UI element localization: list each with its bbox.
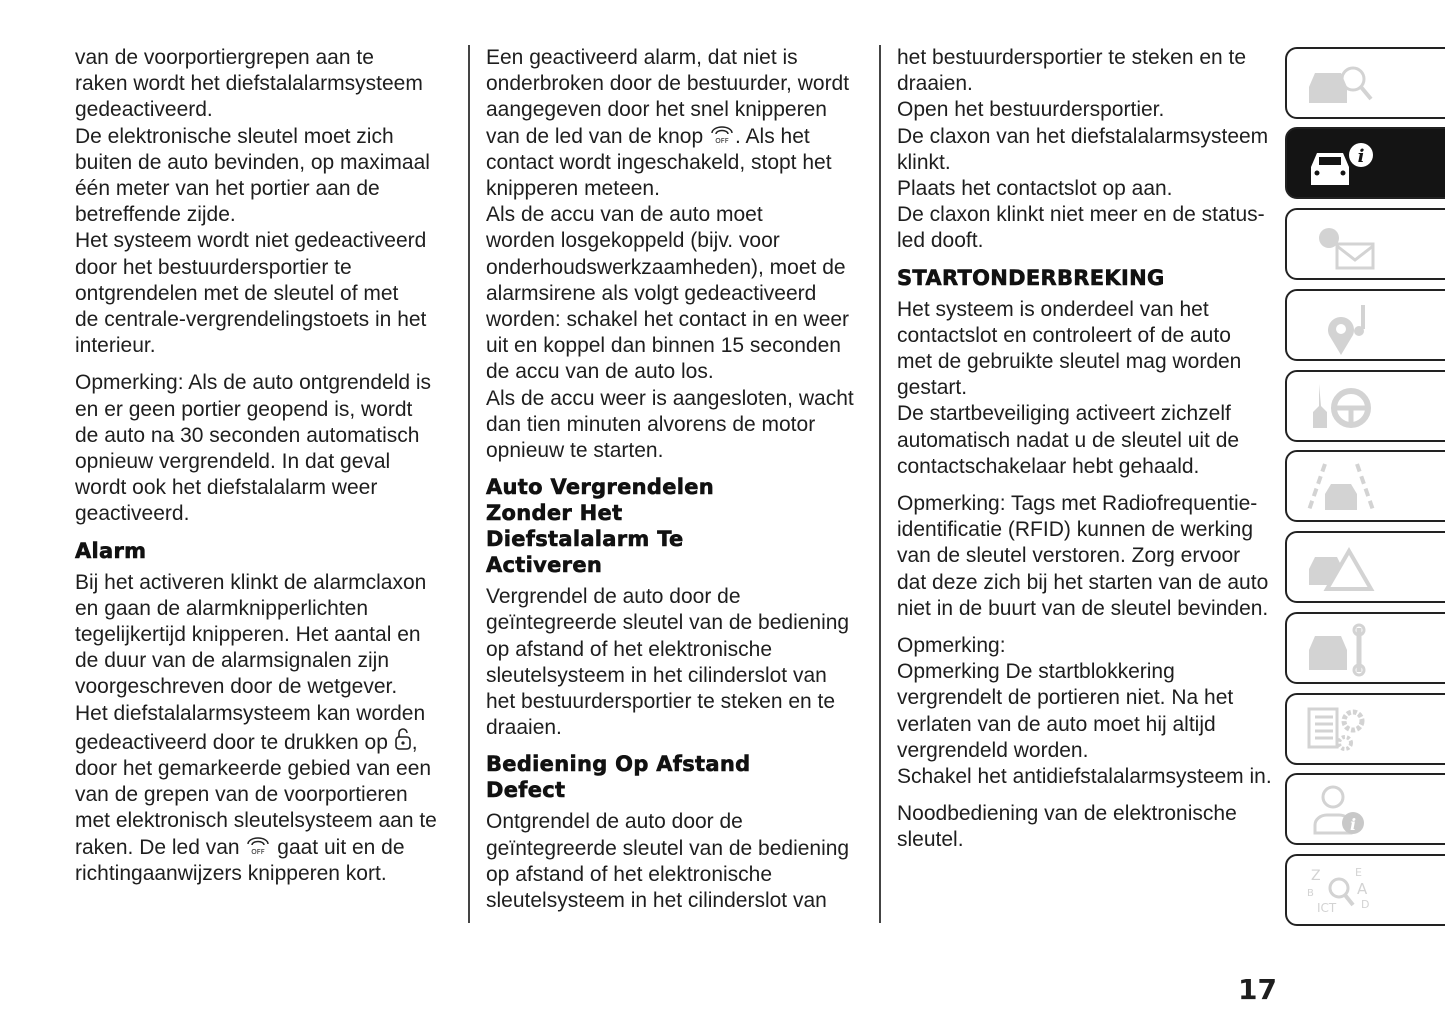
- note-label: Opmerking:: [897, 634, 1006, 658]
- svg-text:B: B: [1307, 888, 1314, 899]
- tab-multimedia[interactable]: [1285, 289, 1445, 361]
- heading-alarm: Alarm: [75, 538, 147, 563]
- svg-text:i: i: [1357, 146, 1365, 167]
- emergency-icon: [1301, 541, 1381, 597]
- column-1: [75, 45, 455, 887]
- note-text: Als de auto ontgrendeld is en er geen portier geopend is, wordt de auto na 30 seconden automatisch opnieuw vergrendeld. In dat geval wordt ook het diefstalalarm weer geactiveerd.: [75, 371, 432, 526]
- column-divider: [468, 45, 470, 923]
- svg-text:OFF: OFF: [715, 136, 729, 145]
- warning-lights-icon: [1301, 218, 1381, 274]
- driving-icon: [1301, 460, 1381, 516]
- tab-car-search[interactable]: [1285, 47, 1445, 119]
- note-text: Tags met Radiofrequentie- identificatie (RFID) kunnen de werking van de sleutel verstoren. Zorg ervoor dat deze zich bij het starten van de auto niet in de buurt van de sleutel bevinden.: [897, 492, 1269, 620]
- svg-text:i: i: [1349, 815, 1357, 834]
- svg-text:OFF: OFF: [251, 847, 266, 856]
- note: [897, 633, 1282, 790]
- paragraph: het bestuurdersportier te steken en te draaien. Open het bestuurdersportier. De claxon van het diefstalalarmsysteem klinkt. Plaats het contactslot op aan. De claxon klinkt niet meer en de status- led dooft.: [897, 46, 1269, 253]
- tab-driving[interactable]: [1285, 450, 1445, 522]
- alarm-text: , door het gemarkeerde gebied van een van de grepen van de voorportieren met elektronisch sleutelsysteem aan te raken. De led van: [75, 730, 437, 859]
- paragraph-alarm: [75, 570, 455, 887]
- tab-user-info[interactable]: [1285, 773, 1445, 845]
- note-label: Opmerking:: [897, 492, 1006, 516]
- alarm-text: Bij het activeren klinkt de alarmclaxon en gaan de alarmknipperlichten tegelijkertijd knipperen. Het aantal en de duur van de alarmsignalen zijn voorgeschreven door de wetgever. Het diefstalalarmsysteem kan worden gedeactiveerd door te drukken op: [75, 570, 427, 754]
- maintenance-icon: [1301, 622, 1381, 678]
- heading-lock-without-alarm: Auto Vergrendelen Zonder Het Diefstalalarm Te Activeren: [486, 475, 715, 578]
- tab-car-info[interactable]: [1285, 127, 1445, 199]
- car-info-icon: [1301, 137, 1381, 193]
- alarm-led-icon: [709, 125, 735, 145]
- column-divider: [879, 45, 881, 923]
- note-label: Opmerking:: [75, 371, 184, 395]
- index-icon: [1301, 864, 1381, 920]
- car-search-icon: [1301, 57, 1381, 113]
- paragraph: [486, 45, 871, 464]
- paragraph: van de voorportiergrepen aan te raken wordt het diefstalalarmsysteem gedeactiveerd. De elektronische sleutel moet zich buiten de auto bevinden, op maximaal één meter van het portier aan de betreffende zijde. Het systeem wordt niet gedeactiveerd door het bestuurdersportier te ontgrendelen met de sleutel of met de centrale-vergrendelingstoets in het interieur.: [75, 46, 430, 358]
- tab-seat-steering[interactable]: [1285, 370, 1445, 442]
- tab-warning-lights[interactable]: [1285, 208, 1445, 280]
- tab-emergency[interactable]: [1285, 531, 1445, 603]
- heading-remote-defect: Bediening Op Afstand Defect: [486, 752, 751, 803]
- note-text: Opmerking De startblokkering vergrendelt de portieren niet. Na het verlaten van de auto moet hij altijd vergrendeld worden. Schakel het antidiefstalalarmsysteem in.: [897, 660, 1272, 789]
- seat-steering-icon: [1301, 380, 1381, 436]
- svg-text:D: D: [1361, 898, 1370, 911]
- column-2: [486, 45, 871, 914]
- paragraph: Vergrendel de auto door de geïntegreerde sleutel van de bediening op afstand of het elektronische sleutelsysteem in het cilinderslot van het bestuurdersportier te steken en te draaien.: [486, 585, 850, 740]
- alarm-led-icon: [245, 836, 271, 856]
- note: [75, 370, 455, 527]
- page-number: 17: [1238, 973, 1277, 1006]
- tab-maintenance[interactable]: [1285, 612, 1445, 684]
- note: [897, 491, 1282, 622]
- paragraph: Noodbediening van de elektronische sleutel.: [897, 802, 1237, 852]
- svg-text:E: E: [1355, 866, 1362, 879]
- column-3: [897, 45, 1282, 854]
- alarm-text: gaat uit en de richtingaanwijzers knipperen kort.: [75, 835, 405, 885]
- user-info-icon: [1301, 783, 1381, 839]
- tab-index[interactable]: [1285, 854, 1445, 926]
- text: . Als het contact wordt ingeschakeld, stopt het knipperen meteen. Als de accu van de auto moet worden losgekoppeld (bijv. voor onderhoudswerkzaamheden), moet de alarmsirene als volgt gedeactiveerd worden: schakel het contact in en weer uit en koppel dan binnen 15 seconden de accu van de auto los. Als de accu weer is aangesloten, wacht dan tien minuten alvorens de motor opnieuw te starten.: [486, 124, 854, 463]
- lock-open-icon: [394, 727, 412, 751]
- multimedia-icon: [1301, 299, 1381, 355]
- paragraph: Het systeem is onderdeel van het contactslot en controleert of de auto met de gebruikte sleutel mag worden gestart. De startbeveiliging activeert zichzelf automatisch nadat u de sleutel uit de contactschakelaar hebt gehaald.: [897, 297, 1242, 478]
- svg-text:ICT: ICT: [1317, 901, 1337, 915]
- technical-data-icon: [1301, 703, 1381, 759]
- tab-technical-data[interactable]: [1285, 693, 1445, 765]
- svg-text:A: A: [1357, 880, 1368, 898]
- svg-text:Z: Z: [1311, 868, 1321, 884]
- paragraph: Ontgrendel de auto door de geïntegreerde sleutel van de bediening op afstand of het elektronische sleutelsysteem in het cilinderslot van: [486, 810, 850, 913]
- heading-startonderbreking: STARTONDERBREKING: [897, 265, 1165, 290]
- text: Een geactiveerd alarm, dat niet is onderbroken door de bestuurder, wordt aangegeven door het snel knipperen van de led van de knop: [486, 46, 850, 148]
